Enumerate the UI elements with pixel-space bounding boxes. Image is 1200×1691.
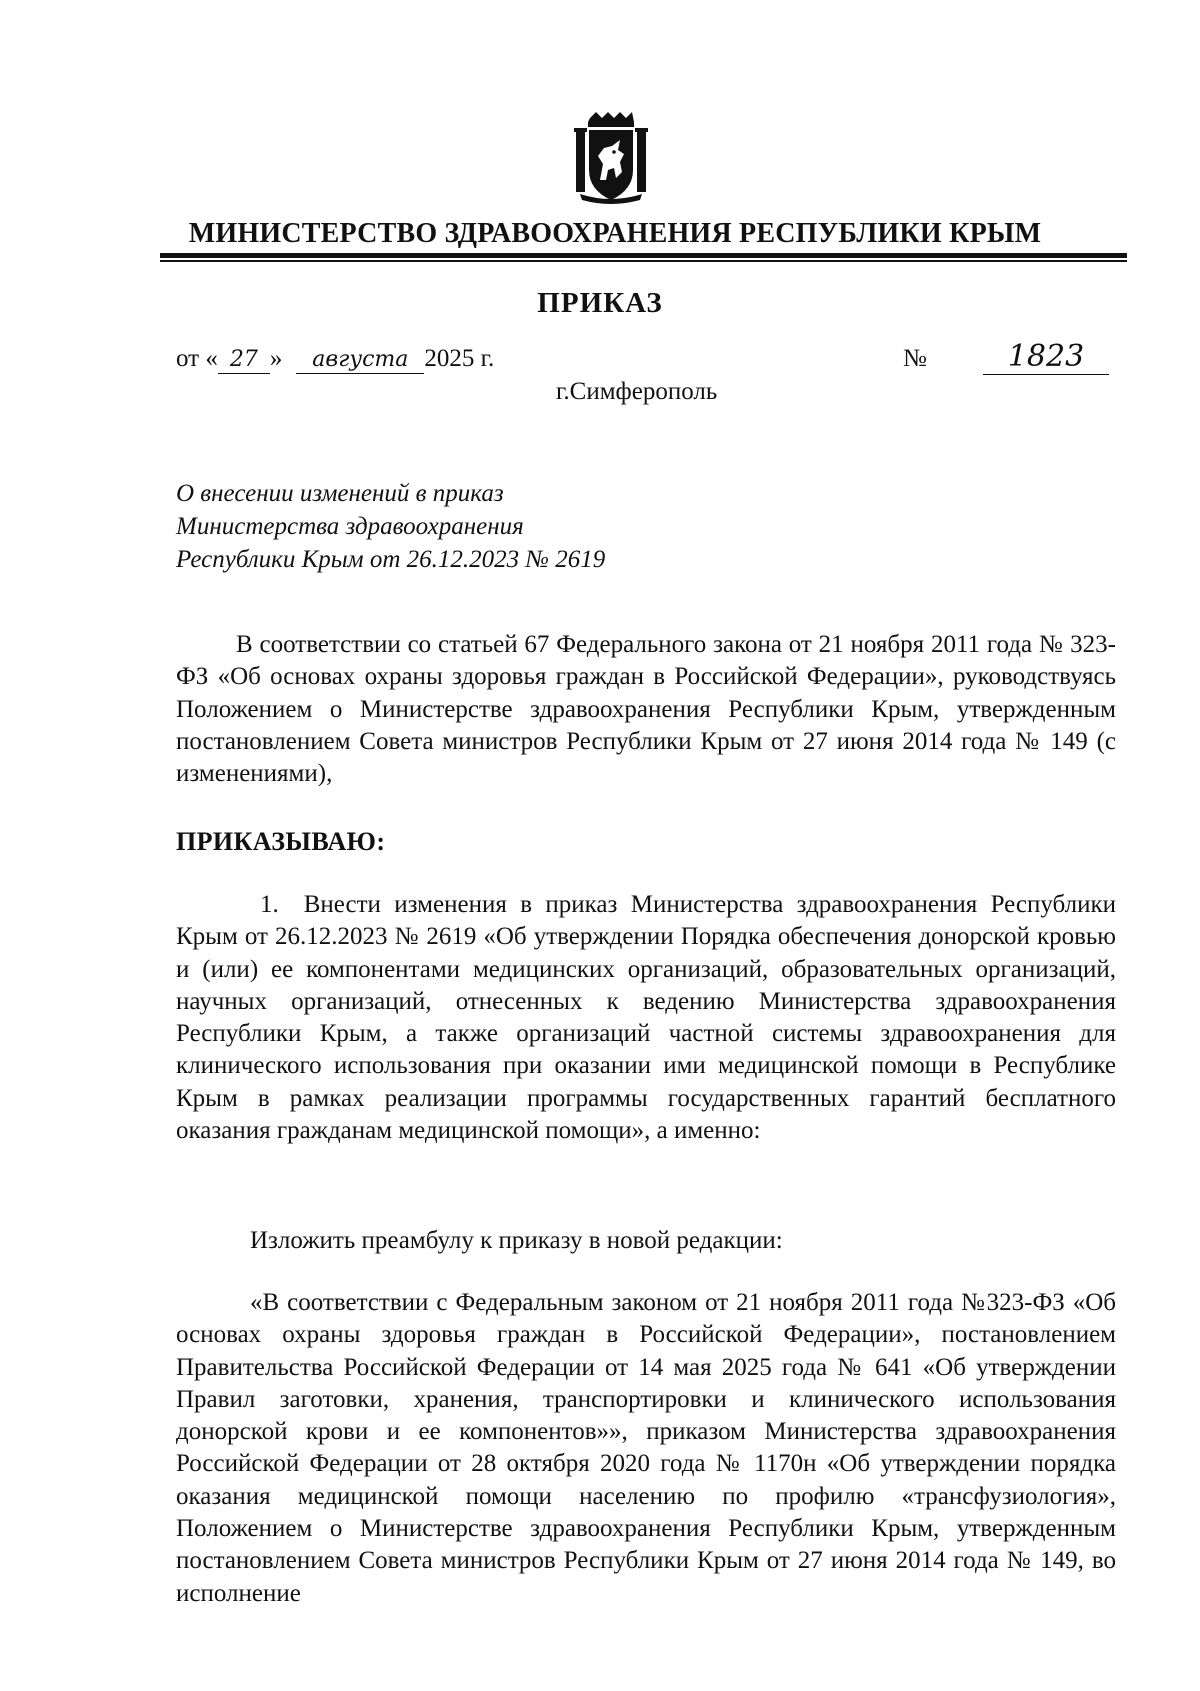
date-prefix: от «	[176, 345, 218, 372]
ministry-name: МИНИСТЕРСТВО ЗДРАВООХРАНЕНИЯ РЕСПУБЛИКИ КРЫМ	[188, 218, 1042, 249]
new-preamble-paragraph: «В соответствии с Федеральным законом от 21 ноября 2011 года №323-ФЗ «Об основах охраны здоровья граждан в Российской Федерации», постановлением Правительства Российской Федерации от 14 мая 2025 года № 641 «Об утверждении Правил заготовки, хранения, транспортировки и клинического использования донорской крови и ее компонентов»», приказом Министерства здравоохранения Российской Федерации от 28 октября 2020 года № 1170н «Об утверждении порядка оказания медицинской помощи населению по профилю «трансфузиология», Положением о Министерстве здравоохранения Республики Крым, утвержденным постановлением Совета министров Республики Крым от 27 июня 2014 года № 149, во исполнение	[176, 1289, 1116, 1607]
subject-line: О внесении изменений в приказ	[176, 480, 504, 507]
crimea-coat-of-arms-icon	[574, 112, 648, 204]
order-number-handwritten: 1823	[983, 340, 1109, 375]
date-year: 2025 г.	[424, 345, 495, 372]
order-subject	[176, 477, 605, 576]
decree-heading: ПРИКАЗЫВАЮ:	[176, 827, 386, 856]
instruction-paragraph: Изложить преамбулу к приказу в новой редакции:	[250, 1227, 783, 1254]
city: г.Симферополь	[556, 378, 718, 405]
subject-line: Министерства здравоохранения	[176, 513, 524, 540]
preamble-paragraph: В соответствии со статьей 67 Федерального закона от 21 ноября 2011 года № 323-ФЗ «Об основах охраны здоровья граждан в Российской Федерации», руководствуясь Положением о Министерстве здравоохранения Республики Крым, утвержденным постановлением Совета министров Республики Крым от 27 июня 2014 года № 149 (с изменениями),	[176, 631, 1116, 788]
date-day-handwritten: 27	[218, 347, 270, 374]
date-mid: »	[269, 345, 283, 372]
item-1-paragraph: 1. Внести изменения в приказ Министерства здравоохранения Республики Крым от 26.12.2023 № 2619 «Об утверждении Порядка обеспечения донорской кровью и (или) ее компонентами медицинских организаций, образовательных организаций, научных организаций, отнесенных к ведению Министерства здравоохранения Республики Крым, а также организаций частной системы здравоохранения для клинического использования при оказании ими медицинской помощи в Республике Крым в рамках реализации программы государственных гарантий бесплатного оказания гражданам медицинской помощи», а именно:	[176, 891, 1116, 1145]
subject-line: Республики Крым от 26.12.2023 № 2619	[176, 546, 606, 573]
number-sign: №	[903, 345, 927, 372]
date-month-handwritten: августа	[296, 347, 424, 374]
header-rule-thick	[160, 253, 1127, 258]
order-date	[176, 345, 494, 374]
header-rule-thin	[160, 260, 1127, 262]
document-title: ПРИКАЗ	[537, 287, 663, 319]
